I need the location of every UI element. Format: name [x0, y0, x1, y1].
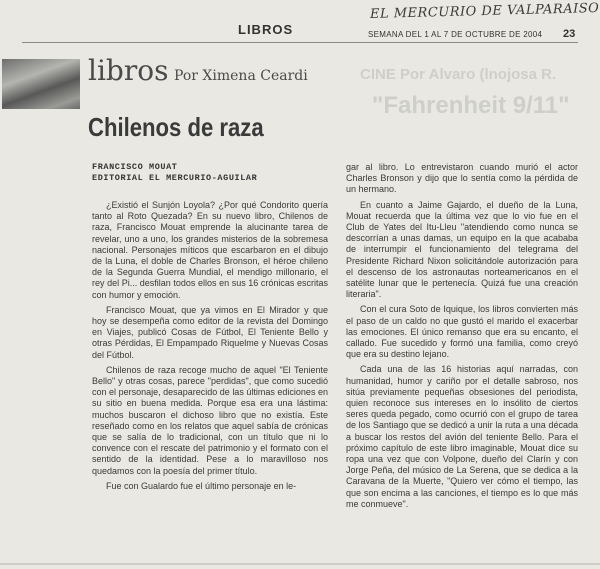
book-credits [92, 162, 257, 184]
bleed-through-heading: CINE Por Alvaro (lnojosa R. [360, 66, 557, 83]
paragraph: En cuanto a Jaime Gajardo, el dueño de la Luna, Mouat recuerda que la última vez que lo vio fue en el Club de Yates del Itu-Lleu "atendiendo como nunca se descorrían a unas damas, un equipo en la que acababa de interrumpir el funcionamiento del telegrama del Presidente Richard Nixon solicitándole autorización para el descenso de los astronautas norteamericanos en el satélite lunar que le pertenecía. Quizá fue una creación literaria". [346, 199, 578, 300]
header-divider [22, 42, 578, 43]
section-label: LIBROS [238, 22, 294, 37]
paragraph: Francisco Mouat, que ya vimos en El Mirador y que hoy se desempeña como editor de la revista del Domingo en Viajes, publicó Cosas de Fútbol, El Teniente Bello y otras Pérdidas, El Empampado Riquelme y Nuevas Cosas del Fútbol. [92, 304, 328, 360]
paragraph: Con el cura Soto de Iquique, los libros convierten más el paso de un caldo no que gustó el marido el exacerbar las emociones. El único remanso que era su encanto, el callado. Fue sucedido y formó una familia, como creyó que era su destino lejano. [346, 304, 578, 360]
paragraph: ¿Existió el Sunjón Loyola? ¿Por qué Condorito quería tanto al Roto Quezada? En su nuevo libro, Chilenos de raza, Francisco Mouat emprende la alucinante tarea de revelar, uno a uno, los grandes misterios de la sobremesa nacional. Personajes míticos que escarbaron en el dibujo de la Luna, el doble de Charles Bronson, el héroe chileno de la Segunda Guerra Mundial, el mendigo millonario, el rey del Pi... desfilan todos ellos en sus 16 crónicas escritas con humor y emoción. [92, 200, 328, 300]
issue-date: SEMANA DEL 1 AL 7 DE OCTUBRE DE 2004 [368, 30, 543, 39]
book-publisher: EDITORIAL EL MERCURIO-AGUILAR [92, 173, 258, 183]
column-author: Por Ximena Ceardi [174, 68, 308, 84]
paragraph: gar al libro. Lo entrevistaron cuando murió el actor Charles Bronson y dijo que lo sentía como la pérdida de un hermano. [346, 162, 578, 195]
page-number: 23 [563, 28, 576, 40]
bottom-edge [0, 563, 600, 565]
paragraph: Fue con Gualardo fue el último personaje en le- [106, 480, 297, 491]
bleed-through-title: "Fahrenheit 9/11" [372, 92, 570, 119]
article-title: Chilenos de raza [88, 112, 264, 142]
article-column-right [346, 162, 578, 514]
handwritten-source-note: EL MERCURIO DE VALPARAISO [369, 1, 600, 22]
paragraph: Chilenos de raza recoge mucho de aquel "El Teniente Bello" y otras cosas, parece "perdidas", que como sucedió con el personaje, desaparecido de las últimas ediciones en su sitio en buena medida. Porque esa era una lástima: muchos buscaron el dichoso libro que no existía. Este reseñado como en los relatos que aquel sabía de crónicas que se salía de lo tradicional, con un título que ni lo convence con el rescate del patrimonio y el formato con el sentido de la identidad. Pese a lo maravilloso nos quedamos con la poesía del primer título. [92, 364, 328, 476]
book-author: FRANCISCO MOUAT [92, 162, 178, 172]
column-photo [2, 59, 80, 109]
article-column-left [92, 200, 328, 496]
column-title: libros [88, 54, 169, 87]
paragraph: Cada una de las 16 historias aquí narradas, con humanidad, humor y cariño por el detalle sabroso, nos sitúa previamente pequeñas obsesiones del periodista, quien reconoce sus intereses en lo insólito de ciertos seres queda pegado, como ocurrió con el grupo de tarea de los Santiago que se dedicó a unir la ruta a una década a buscar los restos del avión del teniente Bello. Para el próximo capítulo de este libro imaginable, Mouat dice su ropa una vez que con Volpone, dueño del Clarín y con Jorge Peña, del músico de La Serena, que se dedica a la Caravana de la Muerte, "Quiero ver cómo el tiempo, las que son encima a las canciones, el tiempo es lo que más me conmueve". [346, 364, 578, 509]
